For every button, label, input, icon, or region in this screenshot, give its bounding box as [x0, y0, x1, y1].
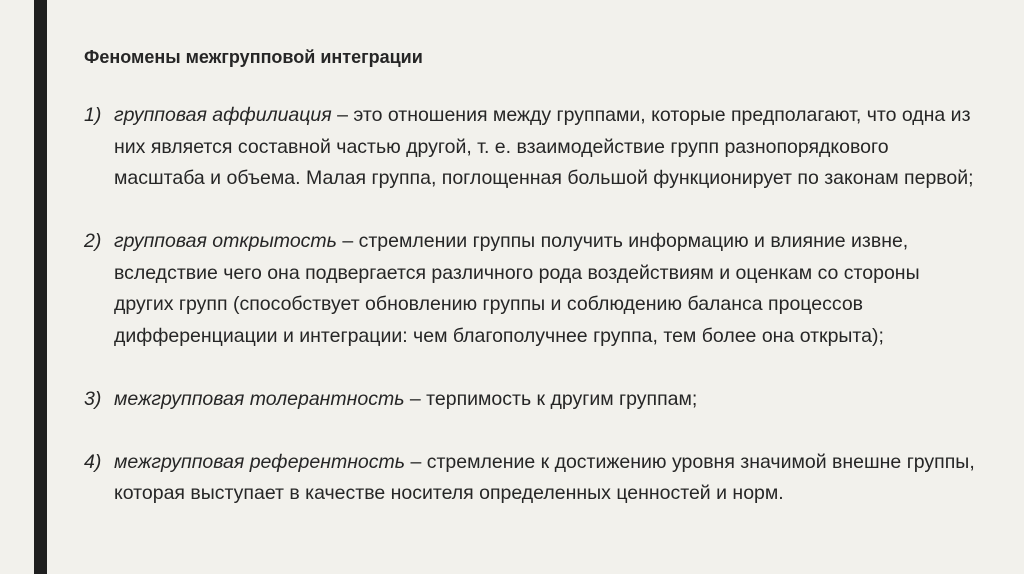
list-item [84, 447, 984, 510]
item-term: межгрупповая референтность [114, 450, 406, 473]
item-text: – стремлении группы получить информацию и влияние извне, вследствие чего она подвергается различного рода воздействиям и оценкам со стороны других групп (способствует обновлению группы и соблюдению баланса процессов дифференциации и интеграции: чем благополучнее группа, тем более она открыта); [114, 230, 920, 347]
list-item [84, 226, 984, 352]
phenomena-list [84, 100, 984, 510]
item-number: 2) [84, 230, 102, 252]
item-text: – стремление к достижению уровня значимой внешне группы, которая выступает в качестве носителя определенных ценностей и норм. [114, 450, 975, 504]
item-term: межгрупповая толерантность [114, 387, 405, 410]
accent-bar [34, 0, 47, 574]
list-item [84, 100, 984, 195]
item-term: групповая аффилиация [114, 104, 332, 126]
list-item [84, 384, 984, 416]
item-number: 4) [84, 450, 102, 473]
item-text: – терпимость к другим группам; [404, 387, 698, 410]
item-term: групповая открытость [114, 230, 337, 252]
item-text: – это отношения между группами, которые предполагают, что одна из них является составной частью другой, т. е. взаимодействие групп разнопорядкового масштаба и объема. Малая группа, поглощенная большой функционирует по законам первой; [114, 104, 974, 189]
slide-title: Феномены межгрупповой интеграции [84, 47, 423, 67]
item-number: 1) [84, 104, 102, 126]
item-number: 3) [84, 387, 102, 410]
